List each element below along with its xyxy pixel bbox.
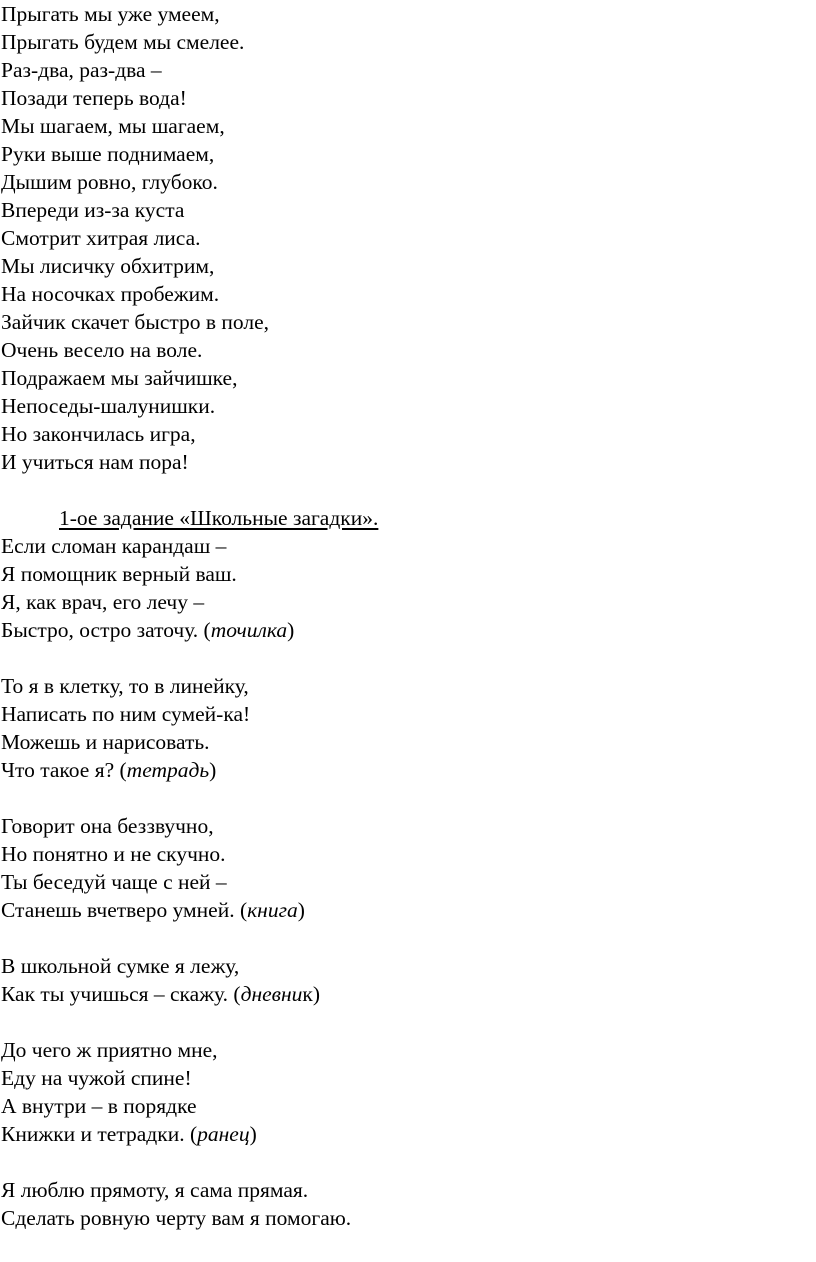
riddle-line: Говорит она беззвучно, bbox=[1, 814, 214, 838]
poem-line: Дышим ровно, глубоко. bbox=[1, 170, 218, 194]
riddle-line: Еду на чужой спине! bbox=[1, 1066, 192, 1090]
riddle-line-suffix: ) bbox=[249, 1122, 257, 1146]
riddle-answer-line bbox=[1, 980, 801, 1008]
poem-line: Прыгать мы уже умеем, bbox=[1, 2, 220, 26]
riddle bbox=[1, 952, 801, 1008]
riddle-line-prefix: Как ты учишься – скажу. ( bbox=[1, 982, 241, 1006]
riddle-line: А внутри – в порядке bbox=[1, 1094, 197, 1118]
riddle-line-suffix: ) bbox=[312, 982, 321, 1006]
poem-line: Раз-два, раз-два – bbox=[1, 58, 162, 82]
poem-line: Подражаем мы зайчишке, bbox=[1, 366, 238, 390]
riddle bbox=[1, 532, 801, 644]
riddle-answer: дневни bbox=[240, 982, 303, 1006]
riddle bbox=[1, 812, 801, 924]
poem-line: Мы лисичку обхитрим, bbox=[1, 254, 215, 278]
riddle-line-prefix: Станешь вчетверо умней. ( bbox=[1, 898, 248, 922]
riddle-line: Можешь и нарисовать. bbox=[1, 730, 210, 754]
riddle-answer-line bbox=[1, 756, 801, 784]
riddle-answer-line bbox=[1, 896, 801, 924]
blank-line bbox=[1, 476, 801, 504]
blank-line bbox=[1, 924, 801, 952]
riddle-line: До чего ж приятно мне, bbox=[1, 1038, 218, 1062]
riddle-line: Я, как врач, его лечу – bbox=[1, 590, 205, 614]
riddle-answer: ранец bbox=[197, 1122, 250, 1146]
riddle-line: То я в клетку, то в линейку, bbox=[1, 674, 249, 698]
poem bbox=[1, 0, 801, 476]
riddle-line-prefix: Что такое я? ( bbox=[1, 758, 127, 782]
poem-line: Очень весело на воле. bbox=[1, 338, 203, 362]
riddle bbox=[1, 1176, 801, 1232]
riddle-line: Я помощник верный ваш. bbox=[1, 562, 237, 586]
riddle-line-suffix: ) bbox=[209, 758, 217, 782]
riddle-line-prefix: Книжки и тетрадки. ( bbox=[1, 1122, 198, 1146]
blank-line bbox=[1, 1008, 801, 1036]
poem-line: Но закончилась игра, bbox=[1, 422, 196, 446]
riddle-answer-line bbox=[1, 616, 801, 644]
riddle-answer: книга bbox=[247, 898, 298, 922]
poem-line: Непоседы-шалунишки. bbox=[1, 394, 216, 418]
riddle-line-suffix: ) bbox=[297, 898, 305, 922]
task-heading bbox=[1, 504, 801, 532]
riddle-answer-tail: к bbox=[302, 982, 313, 1006]
riddle bbox=[1, 672, 801, 784]
poem-line: На носочках пробежим. bbox=[1, 282, 220, 306]
riddle-line-prefix: Быстро, остро заточу. ( bbox=[1, 618, 211, 642]
riddle-line: В школьной сумке я лежу, bbox=[1, 954, 240, 978]
blank-line bbox=[1, 644, 801, 672]
riddle-line: Ты беседуй чаще с ней – bbox=[1, 870, 227, 894]
riddle-line: Написать по ним сумей-ка! bbox=[1, 702, 251, 726]
poem-line: И учиться нам пора! bbox=[1, 450, 189, 474]
document-text bbox=[1, 0, 801, 1232]
blank-line bbox=[1, 784, 801, 812]
riddle-line: Сделать ровную черту вам я помогаю. bbox=[1, 1206, 352, 1230]
task-heading-text: 1-ое задание «Школьные загадки». bbox=[59, 506, 379, 530]
riddle-answer-line bbox=[1, 1120, 801, 1148]
riddle bbox=[1, 1036, 801, 1148]
poem-line: Прыгать будем мы смелее. bbox=[1, 30, 245, 54]
poem-line: Зайчик скачет быстро в поле, bbox=[1, 310, 270, 334]
blank-line bbox=[1, 1148, 801, 1176]
riddle-line: Я люблю прямоту, я сама прямая. bbox=[1, 1178, 309, 1202]
poem-line: Впереди из-за куста bbox=[1, 198, 185, 222]
riddle-answer: точилка bbox=[210, 618, 288, 642]
riddle-line: Если сломан карандаш – bbox=[1, 534, 227, 558]
riddle-answer: тетрадь bbox=[126, 758, 210, 782]
poem-line: Смотрит хитрая лиса. bbox=[1, 226, 201, 250]
riddle-line-suffix: ) bbox=[287, 618, 295, 642]
riddle-line: Но понятно и не скучно. bbox=[1, 842, 226, 866]
poem-line: Позади теперь вода! bbox=[1, 86, 187, 110]
poem-line: Мы шагаем, мы шагаем, bbox=[1, 114, 225, 138]
poem-line: Руки выше поднимаем, bbox=[1, 142, 215, 166]
